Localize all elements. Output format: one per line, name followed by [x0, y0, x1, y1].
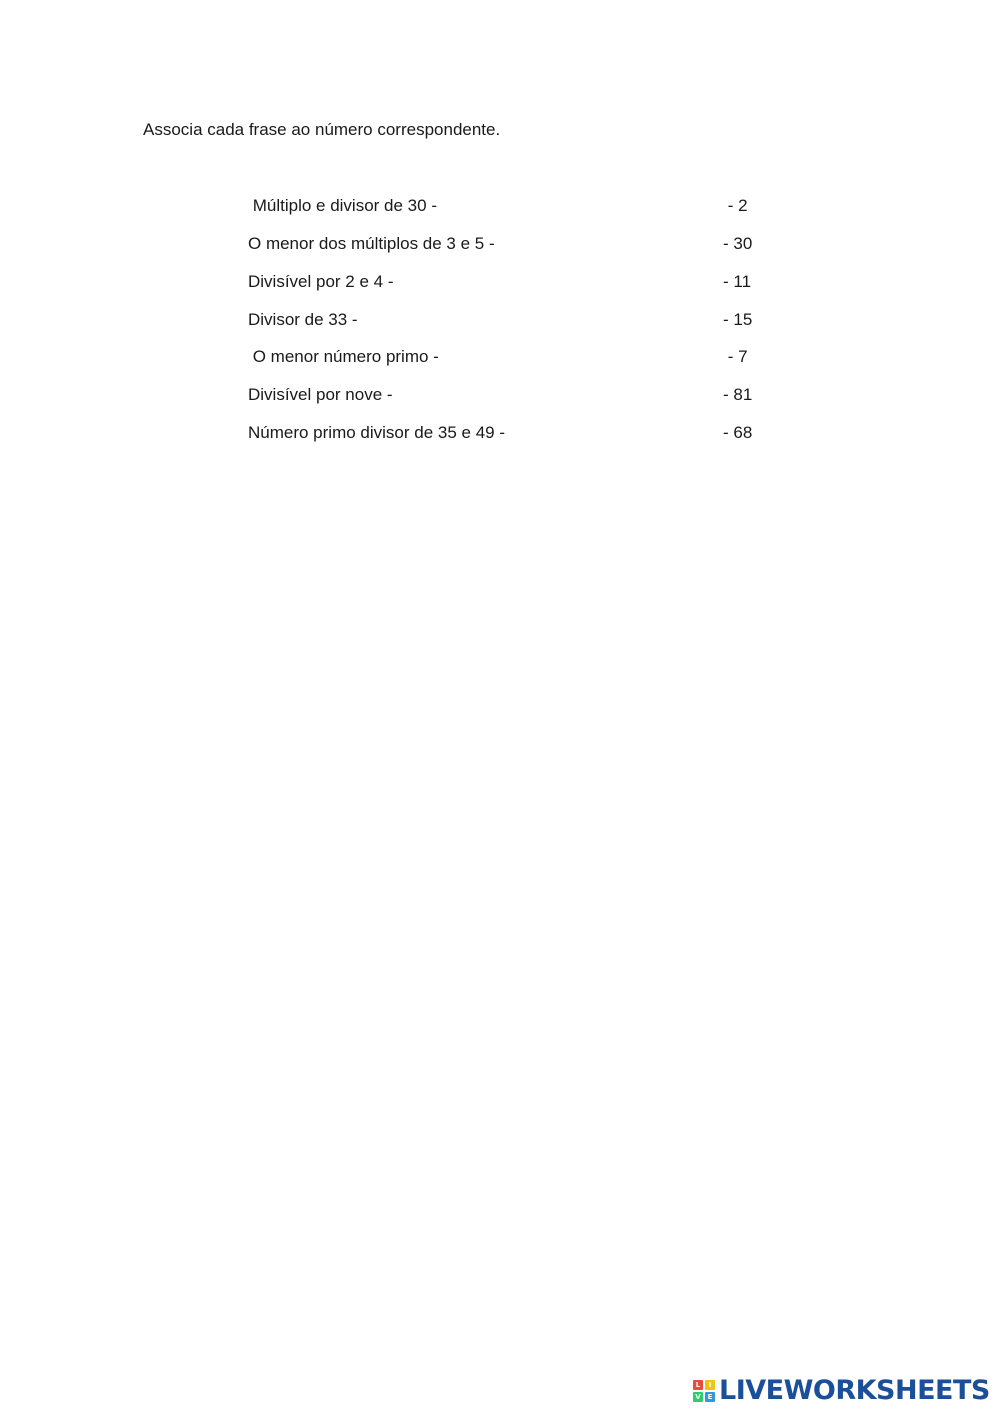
liveworksheets-logo [693, 1376, 990, 1406]
logo-mark-letter: I [705, 1380, 715, 1390]
logo-mark-letter: E [705, 1392, 715, 1402]
phrase-item: Divisível por 2 e 4 - [248, 272, 394, 291]
instruction-text: Associa cada frase ao número correspondente. [143, 120, 501, 139]
phrase-item: O menor número primo - [248, 347, 439, 366]
logo-mark-letter: L [693, 1380, 703, 1390]
phrase-item: Múltiplo e divisor de 30 - [248, 196, 437, 215]
number-item: - 68 [723, 423, 753, 442]
phrase-item: Número primo divisor de 35 e 49 - [248, 423, 506, 442]
logo-mark-icon [693, 1380, 715, 1402]
number-item: - 2 [723, 196, 748, 215]
logo-mark-letter: V [693, 1392, 703, 1402]
phrase-item: Divisor de 33 - [248, 310, 358, 329]
number-item: - 81 [723, 385, 753, 404]
phrase-item: O menor dos múltiplos de 3 e 5 - [248, 234, 495, 253]
logo-wordmark: LIVEWORKSHEETS [719, 1375, 990, 1406]
number-item: - 11 [723, 272, 752, 291]
phrase-item: Divisível por nove - [248, 385, 393, 404]
number-item: - 7 [723, 347, 748, 366]
number-item: - 15 [723, 310, 753, 329]
number-item: - 30 [723, 234, 753, 253]
